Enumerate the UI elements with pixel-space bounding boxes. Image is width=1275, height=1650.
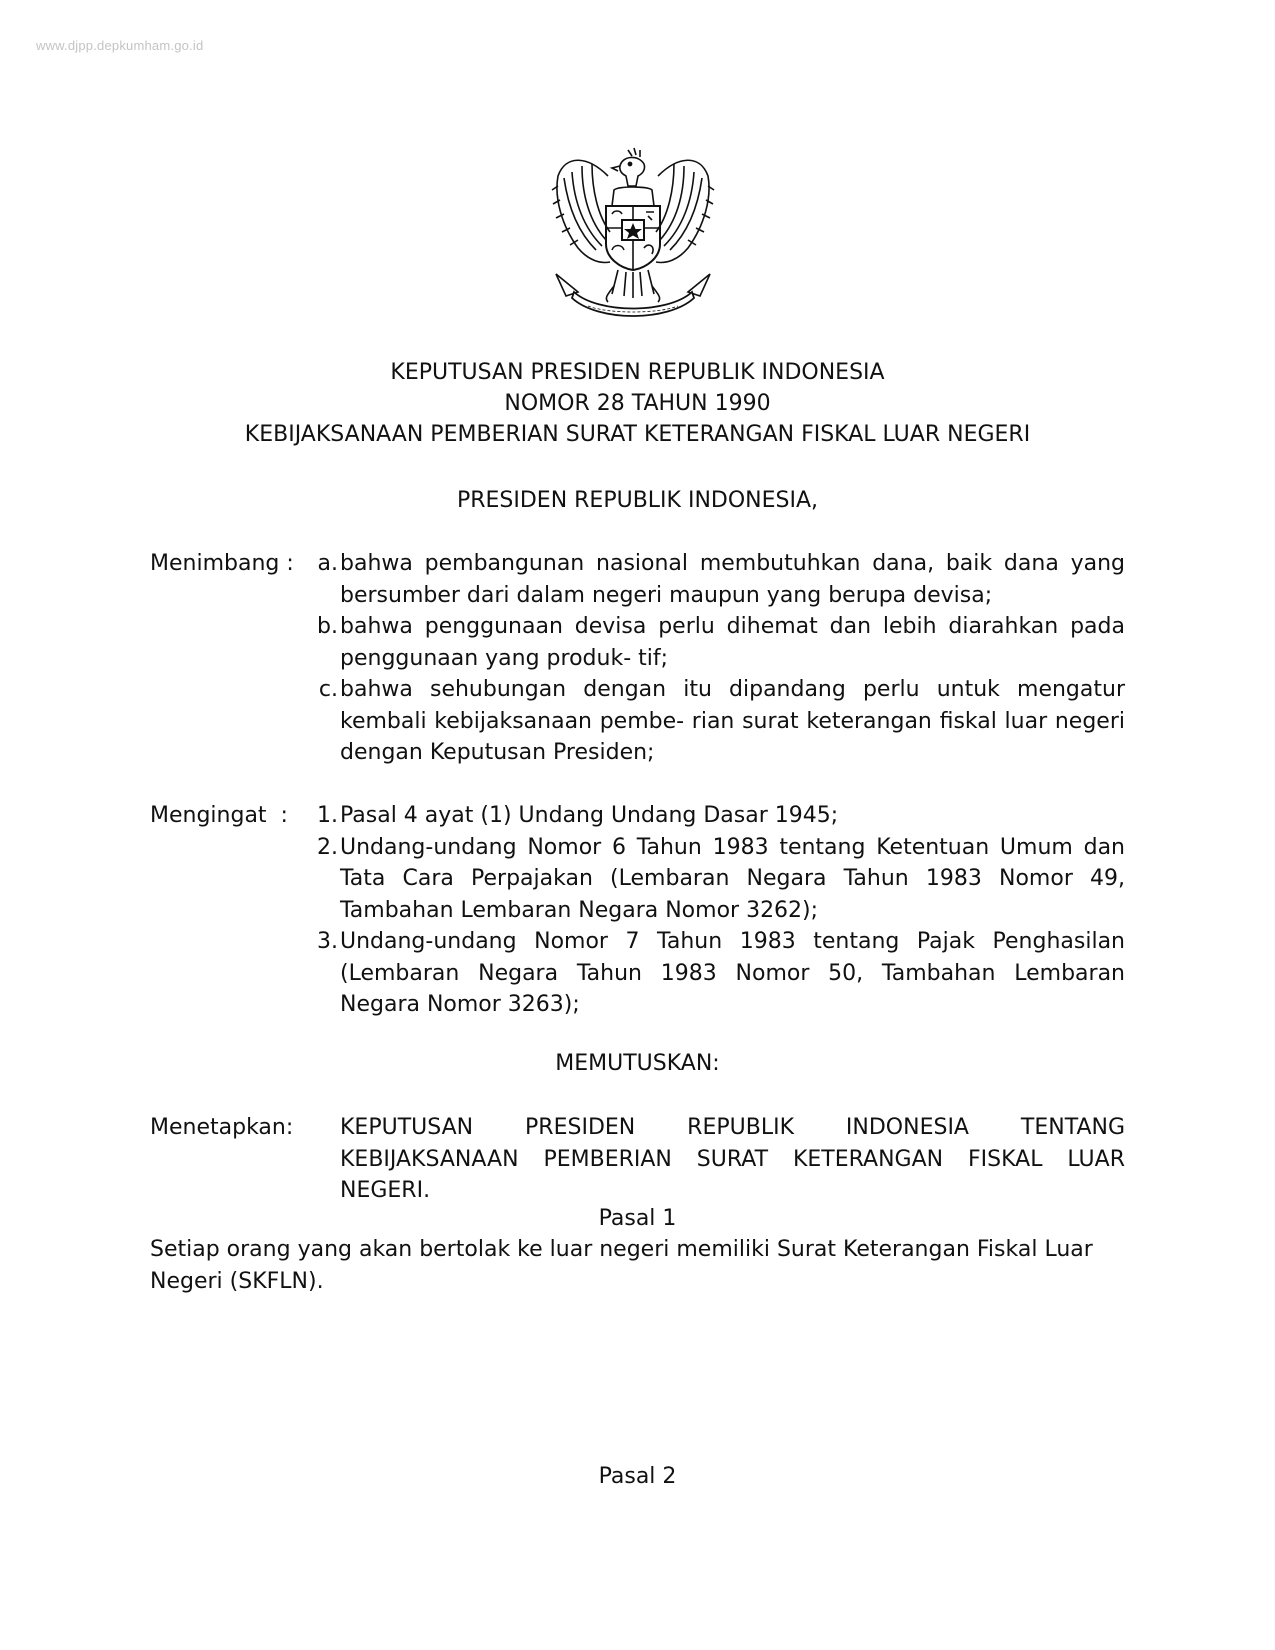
item-marker: 2. xyxy=(317,834,338,860)
header-title: KEPUTUSAN PRESIDEN REPUBLIK INDONESIA xyxy=(390,360,885,385)
menetapkan-text: KEPUTUSAN PRESIDEN REPUBLIK INDONESIA TENTANG KEBIJAKSANAAN PEMBERIAN SURAT KETERANGAN FISKAL LUAR NEGERI. xyxy=(340,1115,1125,1203)
item-text: bahwa penggunaan devisa perlu dihemat dan lebih diarahkan pada penggunaan yang produk- tif; xyxy=(340,614,1125,671)
list-item xyxy=(310,800,1125,832)
item-text: Undang-undang Nomor 7 Tahun 1983 tentang Pajak Penghasilan (Lembaran Negara Tahun 1983 Nomor 50, Tambahan Lembaran Negara Nomor 3263); xyxy=(340,929,1125,1017)
presiden-heading: PRESIDEN REPUBLIK INDONESIA, xyxy=(456,488,819,513)
document-header xyxy=(0,357,1275,450)
memutuskan-heading: MEMUTUSKAN: xyxy=(555,1051,720,1076)
header-subject: KEBIJAKSANAAN PEMBERIAN SURAT KETERANGAN FISKAL LUAR NEGERI xyxy=(244,422,1031,447)
menetapkan-label: Menetapkan: xyxy=(150,1115,294,1140)
list-item xyxy=(310,548,1125,611)
item-text: Pasal 4 ayat (1) Undang Undang Dasar 1945; xyxy=(340,803,839,828)
menimbang-label: Menimbang : xyxy=(150,551,294,576)
item-text: bahwa pembangunan nasional membutuhkan dana, baik dana yang bersumber dari dalam negeri maupun yang berupa devisa; xyxy=(340,551,1125,608)
menimbang-list xyxy=(310,548,1125,769)
list-item xyxy=(310,926,1125,1021)
item-text: Undang-undang Nomor 6 Tahun 1983 tentang Ketentuan Umum dan Tata Cara Perpajakan (Lembaran Negara Tahun 1983 Nomor 49, Tambahan Lembaran Negara Nomor 3262); xyxy=(340,834,1125,923)
list-item xyxy=(310,832,1125,927)
list-item xyxy=(310,611,1125,674)
item-text: bahwa sehubungan dengan itu dipandang perlu untuk mengatur kembali kebijaksanaan pembe- rian surat keterangan fiskal luar negeri dengan Keputusan Presiden; xyxy=(340,677,1125,765)
garuda-pancasila-icon xyxy=(548,146,718,326)
item-marker: 1. xyxy=(317,803,338,828)
item-marker: c. xyxy=(318,677,338,702)
item-marker: b. xyxy=(317,614,338,639)
item-marker: a. xyxy=(317,551,338,576)
item-marker: 3. xyxy=(317,929,338,954)
garuda-emblem xyxy=(548,146,718,326)
watermark-url: www.djpp.depkumham.go.id xyxy=(36,38,204,53)
mengingat-label: Mengingat : xyxy=(150,803,288,828)
pasal-2-title: Pasal 2 xyxy=(598,1464,677,1489)
pasal-1-title: Pasal 1 xyxy=(598,1206,677,1231)
list-item xyxy=(310,674,1125,769)
pasal-1-text: Setiap orang yang akan bertolak ke luar negeri memiliki Surat Keterangan Fiskal Luar Negeri (SKFLN). xyxy=(150,1237,1093,1294)
mengingat-list xyxy=(310,800,1125,1021)
header-number: NOMOR 28 TAHUN 1990 xyxy=(504,391,771,416)
